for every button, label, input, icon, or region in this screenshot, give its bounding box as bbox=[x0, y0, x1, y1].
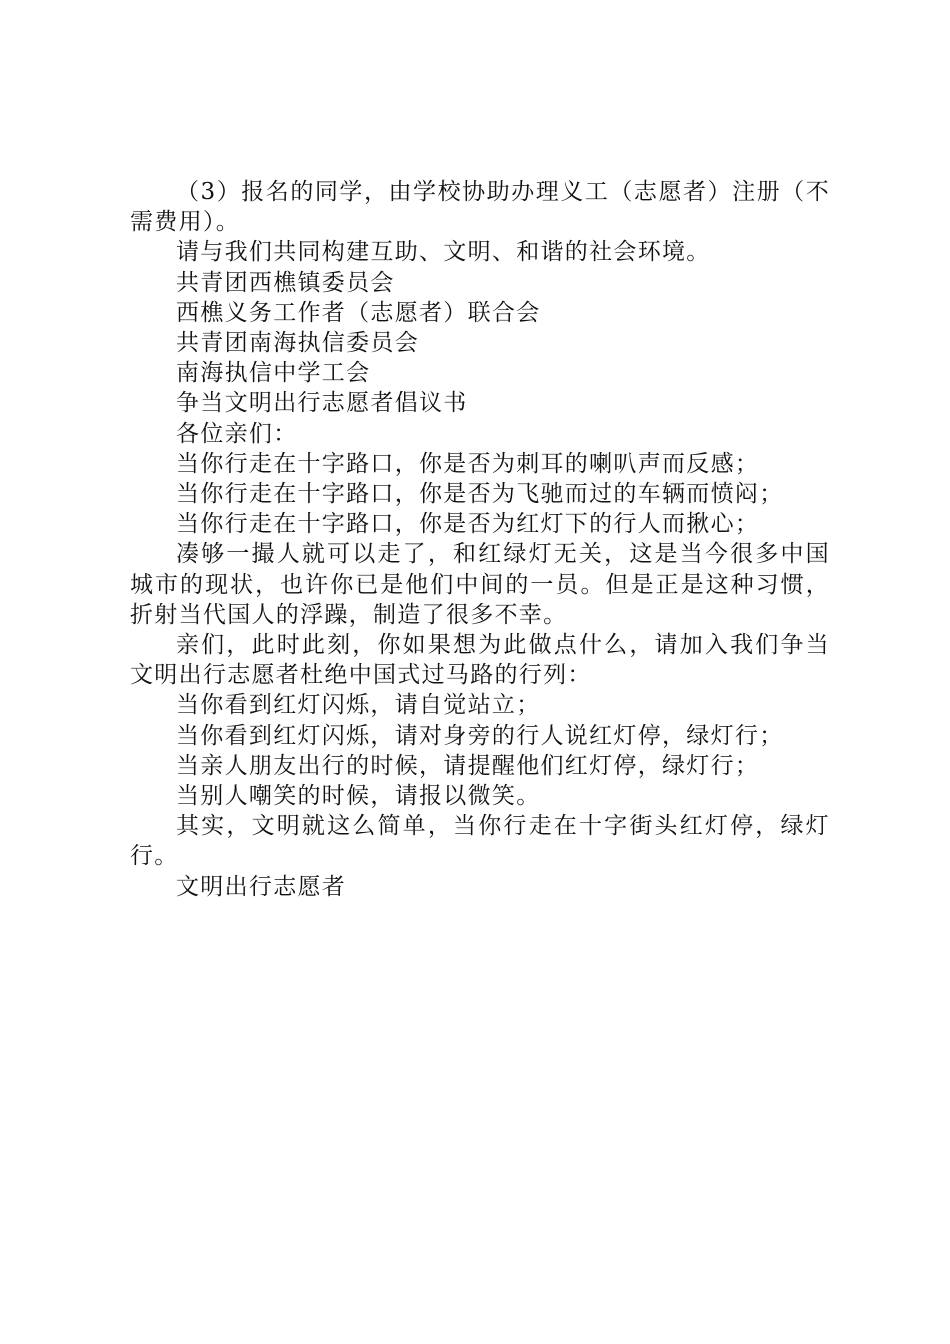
paragraph-invitation: 请与我们共同构建互助、文明、和谐的社会环境。 bbox=[176, 239, 711, 266]
paragraph-call-to-action: 亲们，此时此刻，你如果想为此做点什么，请加入我们争当文明出行志愿者杜绝中国式过马路的行列： bbox=[130, 632, 830, 689]
paragraph-conclusion: 其实，文明就这么简单，当你行走在十字街头红灯停，绿灯行。 bbox=[130, 813, 830, 870]
paragraph-current-situation: 凑够一撮人就可以走了，和红绿灯无关，这是当今很多中国城市的现状，也许你已是他们中间的一员。但是正是这种习惯，折射当代国人的浮躁，制造了很多不幸。 bbox=[130, 541, 830, 628]
paragraph-smile: 当别人嘲笑的时候，请报以微笑。 bbox=[176, 783, 541, 810]
paragraph-speeding-cars: 当你行走在十字路口，你是否为飞驰而过的车辆而愤闷； bbox=[176, 481, 784, 508]
paragraph-remind-pedestrians: 当你看到红灯闪烁，请对身旁的行人说红灯停，绿灯行； bbox=[176, 722, 784, 749]
signature-youth-league-xiqiao: 共青团西樵镇委员会 bbox=[176, 269, 395, 296]
section-title: 争当文明出行志愿者倡议书 bbox=[176, 390, 468, 417]
signature-volunteer-federation: 西樵义务工作者（志愿者）联合会 bbox=[176, 299, 541, 326]
paragraph-remind-family: 当亲人朋友出行的时候，请提醒他们红灯停，绿灯行； bbox=[176, 752, 760, 779]
closing-signature: 文明出行志愿者 bbox=[176, 873, 347, 900]
signature-school-union: 南海执信中学工会 bbox=[176, 360, 371, 387]
paragraph-red-light-pedestrians: 当你行走在十字路口，你是否为红灯下的行人而揪心； bbox=[176, 511, 760, 538]
paragraph-registration-note: （3）报名的同学，由学校协助办理义工（志愿者）注册（不需费用）。 bbox=[130, 179, 830, 236]
salutation: 各位亲们： bbox=[176, 420, 298, 447]
paragraph-horn-noise: 当你行走在十字路口，你是否为刺耳的喇叭声而反感； bbox=[176, 450, 760, 477]
signature-youth-league-nanhai: 共青团南海执信委员会 bbox=[176, 330, 419, 357]
paragraph-stand-still: 当你看到红灯闪烁，请自觉站立； bbox=[176, 692, 541, 719]
document-body bbox=[130, 177, 830, 902]
